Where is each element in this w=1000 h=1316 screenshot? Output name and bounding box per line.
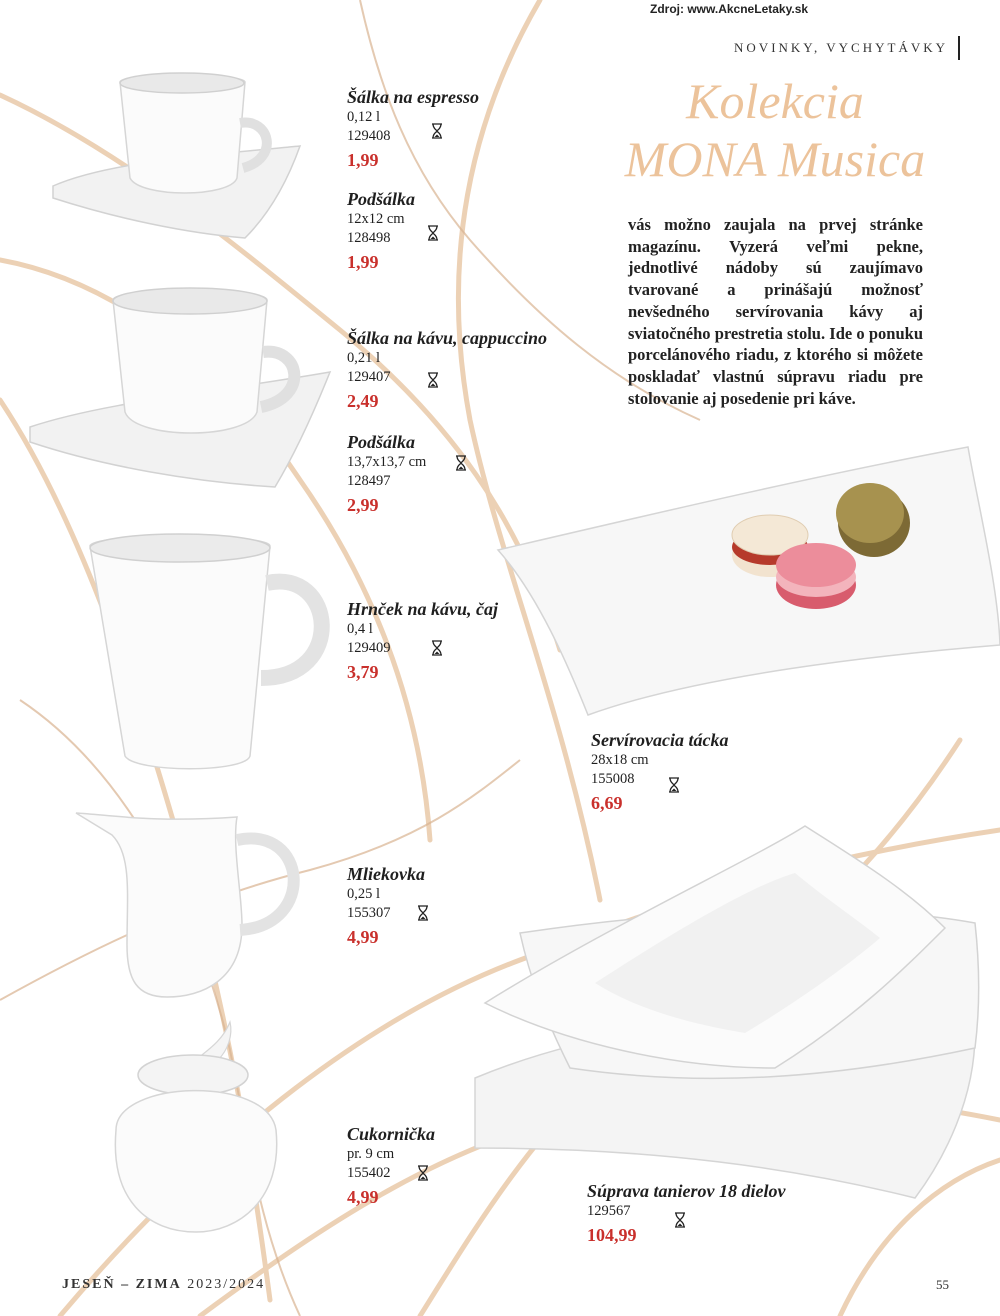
- product-code: 128498: [347, 230, 391, 246]
- product-price: 1,99: [347, 150, 379, 170]
- product-price: 4,99: [347, 927, 379, 947]
- product-spec: 0,25 l: [347, 886, 381, 902]
- cappuccino-cup-image: [25, 282, 335, 492]
- product-name: Šálka na espresso: [347, 87, 480, 107]
- product-spec: pr. 9 cm: [347, 1146, 395, 1162]
- product-price: 3,79: [347, 662, 379, 682]
- product-code: 155307: [347, 905, 391, 921]
- product-plate-set: [587, 1180, 786, 1247]
- espresso-cup-image: [45, 68, 310, 248]
- page-number: 55: [936, 1277, 949, 1292]
- product-code: 155008: [591, 771, 635, 787]
- product-sugar-bowl: [347, 1123, 435, 1209]
- source-credit[interactable]: Zdroj: www.AkcneLetaky.sk: [650, 2, 809, 16]
- product-milk-jug: [347, 863, 425, 949]
- product-saucer-small: [347, 188, 415, 274]
- section-label: NOVINKY, VYCHYTÁVKY: [734, 40, 948, 55]
- hourglass-icon: [431, 123, 443, 139]
- milk-jug-image: [72, 805, 312, 1000]
- collection-title: [580, 72, 970, 188]
- product-name: Šálka na kávu, cappuccino: [347, 328, 548, 348]
- serving-tray-image: [498, 435, 1000, 720]
- product-code: 155402: [347, 1165, 391, 1181]
- hourglass-icon: [668, 777, 680, 793]
- product-serving-tray: [591, 729, 728, 815]
- plate-set-image: [475, 818, 1000, 1218]
- product-spec: 28x18 cm: [591, 752, 649, 768]
- collection-title-line1: Kolekcia: [686, 73, 864, 129]
- product-price: 104,99: [587, 1225, 637, 1245]
- product-code: 129409: [347, 640, 391, 656]
- product-code: 129567: [587, 1203, 631, 1219]
- footer-season-years: 2023/2024: [181, 1277, 266, 1292]
- product-code: 129407: [347, 369, 391, 385]
- product-price: 6,69: [591, 793, 623, 813]
- product-code: 128497: [347, 473, 391, 489]
- footer-season-name: JESEŇ – ZIMA: [62, 1277, 182, 1292]
- hourglass-icon: [417, 905, 429, 921]
- mug-image: [85, 528, 345, 778]
- product-name: Podšálka: [347, 189, 416, 209]
- intro-paragraph: vás možno zaujala na prvej stránke magazínu. Vyzerá veľmi pekne, jednotlivé nádoby sú zaujímavo tvarované a prinášajú možnosť nevšedného servírovania kávy aj sviatočného prestretia stolu. Ide o ponuku porcelánového riadu, z ktorého si môžete poskladať vlastnú súpravu riadu pre stolovanie aj posedenie pri káve.: [628, 215, 923, 408]
- product-name: Cukornička: [347, 1124, 436, 1144]
- hourglass-icon: [455, 455, 467, 471]
- product-price: 2,49: [347, 391, 379, 411]
- footer-season: [62, 1277, 265, 1293]
- product-spec: 12x12 cm: [347, 211, 405, 227]
- product-mug: [347, 598, 498, 684]
- product-espresso-cup: [347, 86, 479, 172]
- product-saucer-large: [347, 431, 426, 517]
- section-divider: [958, 36, 960, 60]
- hourglass-icon: [674, 1212, 686, 1228]
- product-spec: 0,12 l: [347, 109, 381, 125]
- product-code: 129408: [347, 128, 391, 144]
- product-cappuccino-cup: [347, 327, 547, 413]
- product-price: 4,99: [347, 1187, 379, 1207]
- hourglass-icon: [417, 1165, 429, 1181]
- product-name: Servírovacia tácka: [591, 730, 729, 750]
- hourglass-icon: [427, 372, 439, 388]
- product-name: Súprava tanierov 18 dielov: [587, 1181, 786, 1201]
- product-price: 2,99: [347, 495, 379, 515]
- product-spec: 0,21 l: [347, 350, 381, 366]
- product-name: Podšálka: [347, 432, 416, 452]
- hourglass-icon: [431, 640, 443, 656]
- collection-title-line2: MONA Musica: [624, 131, 926, 187]
- hourglass-icon: [427, 225, 439, 241]
- product-name: Mliekovka: [347, 864, 425, 884]
- product-spec: 0,4 l: [347, 621, 373, 637]
- product-price: 1,99: [347, 252, 379, 272]
- sugar-bowl-image: [108, 1020, 283, 1235]
- product-spec: 13,7x13,7 cm: [347, 454, 427, 470]
- product-name: Hrnček na kávu, čaj: [347, 599, 498, 619]
